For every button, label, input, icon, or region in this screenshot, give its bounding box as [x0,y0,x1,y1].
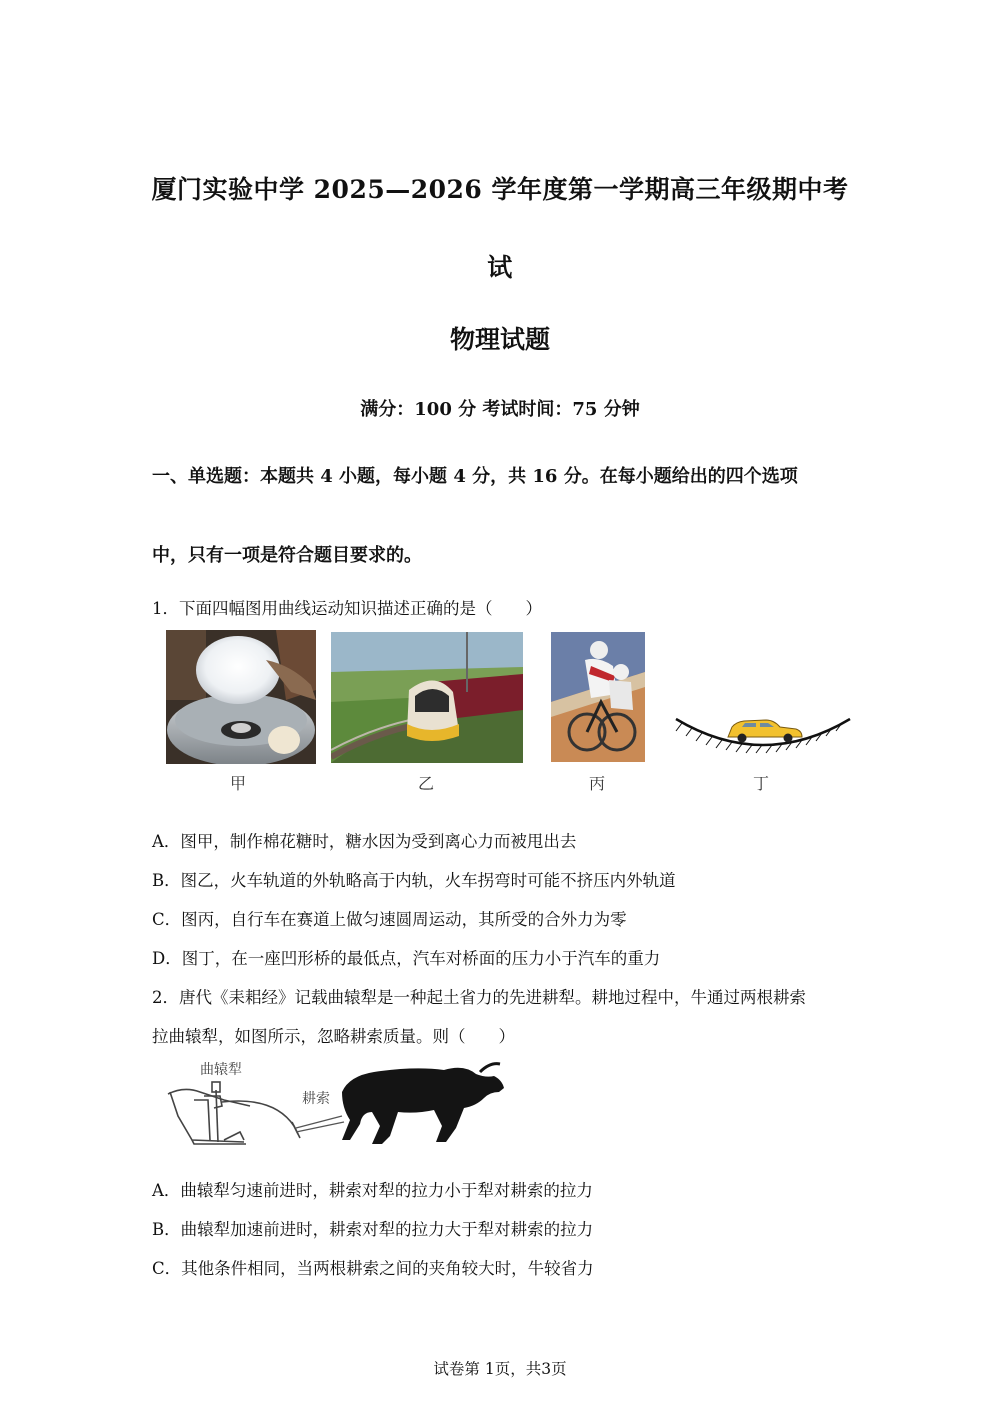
cotton-candy-photo [166,630,316,764]
plow-label: 曲辕犁 [200,1062,242,1078]
question-2-stem-line2: 拉曲辕犁，如图所示，忽略耕索质量。则（ ） [152,1027,515,1046]
q1-option-d: D．图丁，在一座凹形桥的最低点，汽车对桥面的压力小于汽车的重力 [152,949,661,968]
exam-title-line2: 试 [487,253,513,282]
question-2-stem-line1: 2．唐代《耒耜经》记载曲辕犁是一种起土省力的先进耕犁。耕地过程中，牛通过两根耕索 [152,988,806,1007]
figure-caption-jia: 甲 [229,774,246,793]
page-footer: 试卷第 1页，共3页 [433,1360,567,1378]
exam-title-line1: 厦门实验中学 2025—2026 学年度第一学期高三年级期中考 [151,175,849,204]
q1-option-a: A．图甲，制作棉花糖时，糖水因为受到离心力而被甩出去 [152,832,577,851]
section-header-line2: 中，只有一项是符合题目要求的。 [152,545,422,566]
subject-title: 物理试题 [449,325,550,354]
question-1-stem: 1．下面四幅图用曲线运动知识描述正确的是（ ） [152,599,542,618]
rope-label: 耕索 [302,1091,330,1107]
car-concave-bridge-diagram [672,705,854,765]
q2-option-c: C．其他条件相同，当两根耕索之间的夹角较大时，牛较省力 [152,1259,594,1278]
q1-option-b: B．图乙，火车轨道的外轨略高于内轨，火车拐弯时可能不挤压内外轨道 [152,871,676,890]
score-info: 满分：100 分 考试时间：75 分钟 [360,399,640,420]
cyclists-velodrome-photo [551,632,645,762]
figure-caption-ding: 丁 [752,774,769,793]
train-curve-photo [331,632,523,763]
q1-option-c: C．图丙，自行车在赛道上做匀速圆周运动，其所受的合外力为零 [152,910,627,929]
figure-caption-bing: 丙 [588,774,605,793]
section-header-line1: 一、单选题：本题共 4 小题，每小题 4 分，共 16 分。在每小题给出的四个选项 [152,466,798,487]
figure-caption-yi: 乙 [417,774,434,793]
q2-option-a: A．曲辕犁匀速前进时，耕索对犁的拉力小于犁对耕索的拉力 [152,1181,593,1200]
q2-option-b: B．曲辕犁加速前进时，耕索对犁的拉力大于犁对耕索的拉力 [152,1220,594,1239]
